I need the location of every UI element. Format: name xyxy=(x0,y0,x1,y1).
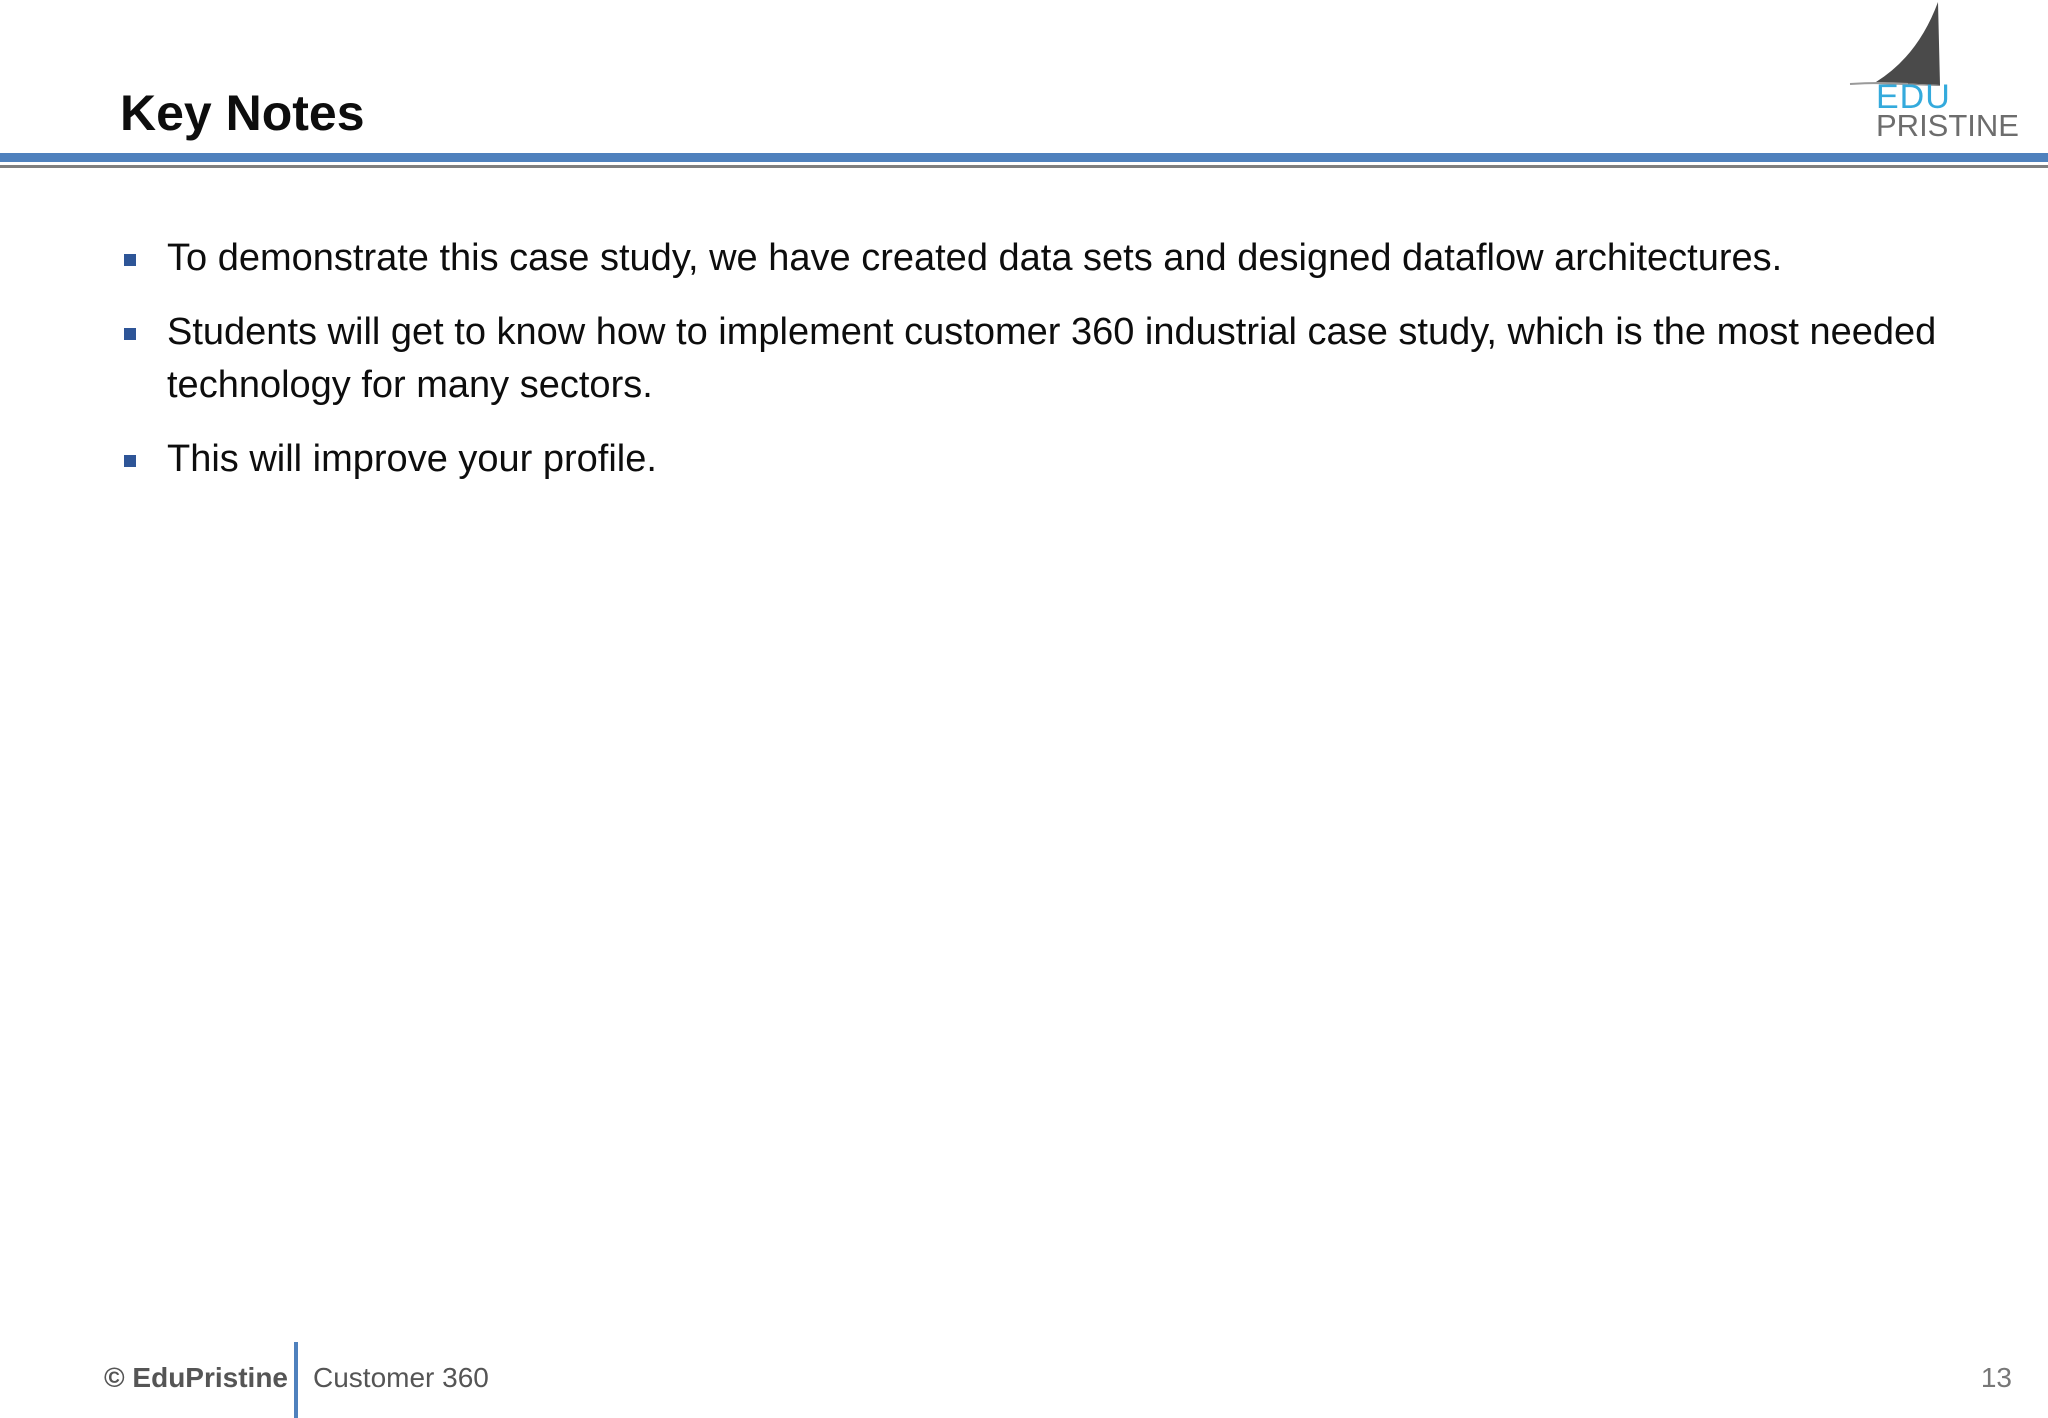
square-bullet-icon xyxy=(124,455,136,467)
bullet-item xyxy=(120,306,1980,412)
bullet-text: Students will get to know how to implement customer 360 industrial case study, which is the most needed technology for many sectors. xyxy=(167,311,1937,406)
bullet-item xyxy=(120,232,1980,285)
footer-copyright: © EduPristine xyxy=(104,1362,288,1393)
logo-text-pristine: PRISTINE xyxy=(1876,108,2019,143)
square-bullet-icon xyxy=(124,254,136,266)
square-bullet-icon xyxy=(124,328,136,340)
logo-text-edu: EDU xyxy=(1876,78,1951,116)
bullet-list xyxy=(120,232,1980,507)
footer-course-name: Customer 360 xyxy=(313,1362,489,1393)
bullet-text: To demonstrate this case study, we have created data sets and designed dataflow architectures. xyxy=(167,237,1783,279)
header-rule-primary xyxy=(0,153,2048,162)
bullet-item xyxy=(120,433,1980,486)
header-rule-secondary xyxy=(0,165,2048,168)
page-number: 13 xyxy=(1980,1362,2012,1393)
bullet-text: This will improve your profile. xyxy=(167,438,657,480)
footer-divider xyxy=(294,1342,298,1418)
slide-title: Key Notes xyxy=(120,85,365,141)
